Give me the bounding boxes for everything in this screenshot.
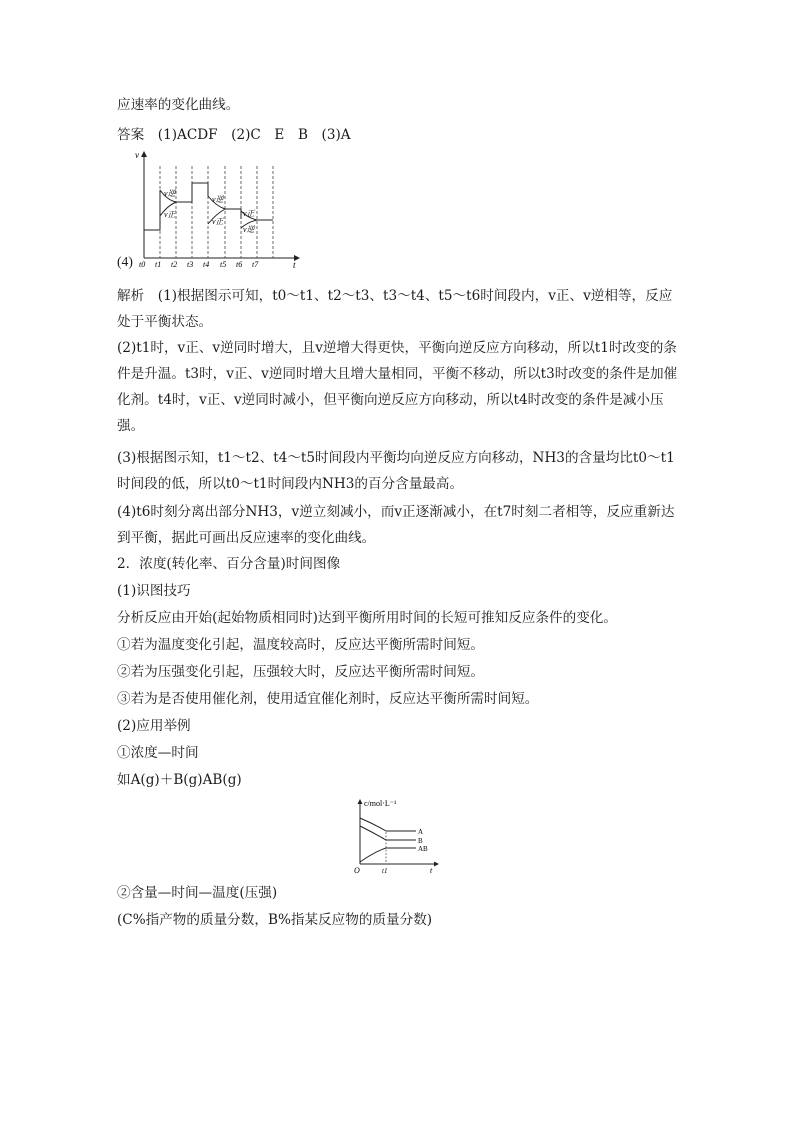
- concentration-time-figure: [354, 796, 450, 876]
- x-tick-label: t1: [382, 867, 388, 875]
- series-label: AB: [418, 845, 428, 853]
- analysis-1: 解析 (1)根据图示可知，t0～t1、t2～t3、t3～t4、t5～t6时间段内，v正、v逆相等，反应处于平衡状态。: [117, 288, 673, 330]
- tick-label: t4: [203, 260, 210, 269]
- analysis-2: (2)t1时，v正、v逆同时增大，且v逆增大得更快，平衡向逆反应方向移动，所以t1时改变的条件是升温。t3时，v正、v逆同时增大且增大量相同，平衡不移动，所以t3时改变的条件是加催化剂。t4时，v正、v逆同时减小，但平衡向逆反应方向移动，所以t4时改变的条件是减小压强。: [117, 340, 678, 434]
- origin-label: O: [354, 866, 360, 875]
- answer-line: 答案 (1)ACDF (2)C E B (3)A: [117, 127, 351, 143]
- rate-time-diagram: [117, 148, 307, 270]
- series-label: B: [418, 837, 423, 845]
- curve-label: v正: [243, 209, 255, 218]
- curve-label: v正: [212, 217, 224, 226]
- tick-label: t6: [236, 260, 243, 269]
- analysis-4: (4)t6时刻分离出部分NH3，v逆立刻减小，而v正逐渐减小，在t7时刻二者相等，反应重新达到平衡，据此可画出反应速率的变化曲线。: [117, 504, 675, 546]
- rate-t0-t1: [144, 190, 160, 230]
- y-axis-label: v: [135, 150, 139, 160]
- subheading-1: (1)识图技巧: [117, 583, 191, 599]
- section-heading: 2．浓度(转化率、百分含量)时间图像: [117, 556, 341, 572]
- tick-label: t0: [139, 260, 146, 269]
- concentration-time-diagram: [354, 796, 450, 876]
- figure-part-label: (4): [117, 254, 133, 269]
- paragraph: 分析反应由开始(起始物质相同时)达到平衡所用时间的长短可推知反应条件的变化。: [117, 610, 617, 626]
- curve-label: v正: [164, 210, 176, 219]
- reaction-equation: 如A(g)＋B(g)AB(g): [117, 772, 242, 788]
- x-axis-label: t: [293, 260, 296, 270]
- tick-label: t3: [187, 260, 194, 269]
- list-item: ③若为是否使用催化剂，使用适宜催化剂时，反应达平衡所需时间短。: [117, 691, 539, 707]
- subheading-2: (2)应用举例: [117, 718, 191, 734]
- rate-time-figure: [117, 148, 307, 270]
- series-label: A: [418, 828, 424, 836]
- y-axis-label: c/mol·L⁻¹: [364, 799, 397, 808]
- x-axis-label: t: [430, 866, 433, 875]
- list-item: ①若为温度变化引起，温度较高时，反应达平衡所需时间短。: [117, 637, 485, 653]
- series-a-curve: [360, 818, 416, 831]
- answer-continuation: 应速率的变化曲线。: [117, 97, 240, 113]
- series-b-curve: [360, 826, 416, 840]
- tick-label: t1: [155, 260, 162, 269]
- rate-t2-t3: [176, 183, 208, 202]
- rate-t5-t6: [225, 209, 241, 219]
- curve-label: v逆: [164, 189, 176, 198]
- curve-label: v逆: [243, 225, 255, 234]
- curve-label: v逆: [212, 195, 224, 204]
- tick-label: t7: [252, 260, 259, 269]
- tick-label: t2: [171, 260, 178, 269]
- series-ab-curve: [360, 848, 416, 862]
- tick-label: t5: [220, 260, 227, 269]
- analysis-3: (3)根据图示知，t1～t2、t4～t5时间段内平衡均向逆反应方向移动，NH3的含量均比t0～t1时间段的低，所以t0～t1时间段内NH3的百分含量最高。: [117, 450, 675, 492]
- example-title: ①浓度—时间: [117, 745, 199, 761]
- note: (C%指产物的质量分数，B%指某反应物的质量分数): [117, 912, 433, 928]
- list-item: ②若为压强变化引起，压强较大时，反应达平衡所需时间短。: [117, 664, 485, 680]
- example-title-2: ②含量—时间—温度(压强): [117, 885, 278, 901]
